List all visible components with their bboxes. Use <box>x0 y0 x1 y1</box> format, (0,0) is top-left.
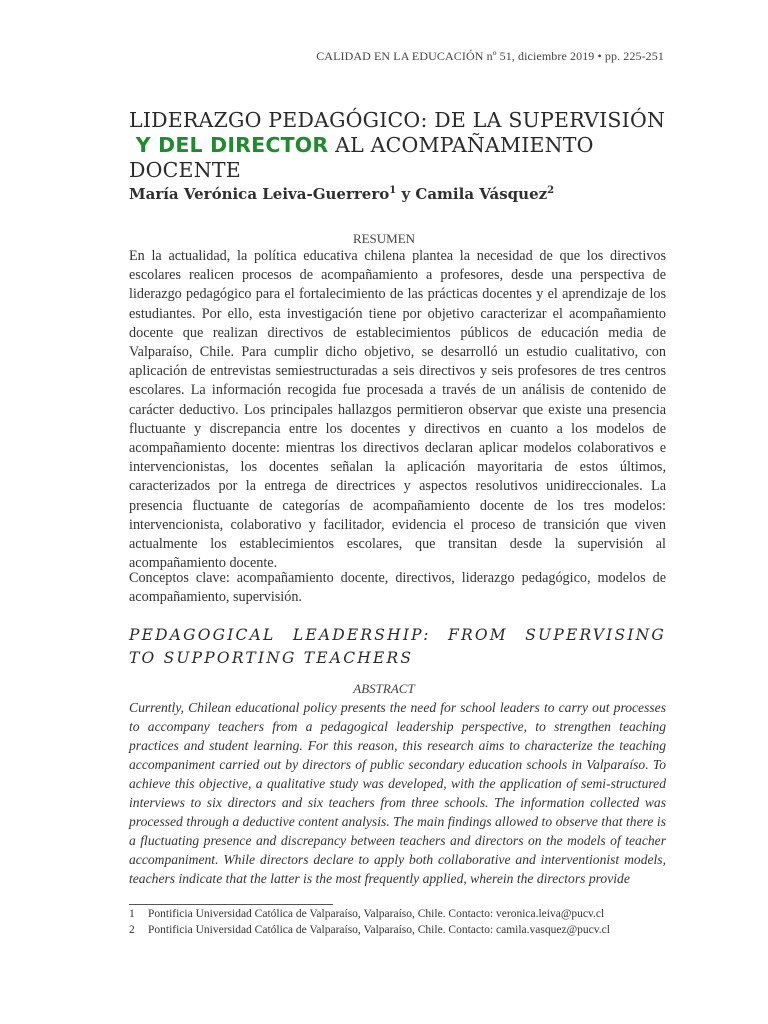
resumen-heading: RESUMEN <box>352 231 416 246</box>
english-title: PEDAGOGICAL LEADERSHIP: FROM SUPERVISING TO SUPPORTING TEACHERS <box>129 626 666 667</box>
footnote-1 <box>129 908 669 920</box>
author-1: María Verónica Leiva-Guerrero <box>129 185 390 203</box>
keywords: Conceptos clave: acompañamiento docente, directivos, liderazgo pedagógico, modelos de acompañamiento, supervisión. <box>129 570 666 606</box>
footnote-2-number: 2 <box>129 924 135 936</box>
author-1-footnote-mark[interactable]: 1 <box>389 185 397 196</box>
resumen-text: En la actualidad, la política educativa chilena plantea la necesidad de que los directivos escolares realicen procesos de acompañamiento a profesores, desde una perspectiva de liderazgo pedagógico para el fortalecimiento de las prácticas docentes y el aprendizaje de los estudiantes. Por ello, esta investigación tiene por objetivo caracterizar el acompañamiento docente que realizan directivos de establecimientos públicos de educación media de Valparaíso, Chile. Para cumplir dicho objetivo, se desarrolló un estudio cualitativo, con aplicación de entrevistas semiestructuradas a seis directivos y seis profesores de tres centros escolares. La información recogida fue procesada a través de un análisis de contenido de carácter deductivo. Los principales hallazgos permitieron observar que existe una presencia fluctuante y discrepancia entre los docentes y directivos en cuanto a los modelos de acompañamiento docente: mientras los directivos declaran aplicar modelos colaborativos e intervencionistas, los docentes señalan la aplicación mayoritaria de estos últimos, caracterizados por la entrega de directrices y aspectos resolutivos unidireccionales. La presencia fluctuante de categorías de acompañamiento docente de los tres modelos: intervencionista, colaborativo y facilitador, evidencia el proceso de transición que viven actualmente los establecimientos escolares, que transitan desde la supervisión al acompañamiento docente. <box>129 248 666 572</box>
author-line <box>129 185 554 203</box>
abstract-heading: ABSTRACT <box>353 681 415 696</box>
title-part-2: AL ACOMPAÑAMIENTO DOCENTE <box>129 133 594 182</box>
footnote-1-text: Pontificia Universidad Católica de Valparaíso, Valparaíso, Chile. Contacto: veronica.leiva@pucv.cl <box>148 908 605 920</box>
article-title <box>129 108 674 183</box>
author-2-footnote-mark[interactable]: 2 <box>547 185 555 196</box>
footnote-2 <box>129 924 669 936</box>
title-highlight: Y DEL DIRECTOR <box>135 133 329 157</box>
title-part-1: LIDERAZGO PEDAGÓGICO: DE LA SUPERVISIÓN <box>129 108 666 132</box>
footnote-1-number: 1 <box>129 908 135 920</box>
running-head: CALIDAD EN LA EDUCACIÓN nº 51, diciembre 2019 • pp. 225-251 <box>316 49 664 63</box>
footnote-divider <box>129 904 333 905</box>
author-2: Camila Vásquez <box>415 185 548 203</box>
abstract-text: Currently, Chilean educational policy presents the need for school leaders to carry out processes to accompany teachers from a pedagogical leadership perspective, to strengthen teaching practices and student learning. For this reason, this research aims to characterize the teaching accompaniment carried out by directors of public secondary education schools in Valparaíso. To achieve this objective, a qualitative study was developed, with the application of semi-structured interviews to six directors and six teachers from three schools. The information collected was processed through a deductive content analysis. The main findings allowed to observe that there is a fluctuating presence and discrepancy between teachers and directors on the models of teacher accompaniment. While directors declare to apply both collaborative and interventionist models, teachers indicate that the latter is the most frequently applied, wherein the directors provide <box>129 700 666 886</box>
footnote-2-text: Pontificia Universidad Católica de Valparaíso, Valparaíso, Chile. Contacto: camila.vasquez@pucv.cl <box>148 924 610 936</box>
author-connector: y <box>401 185 411 203</box>
